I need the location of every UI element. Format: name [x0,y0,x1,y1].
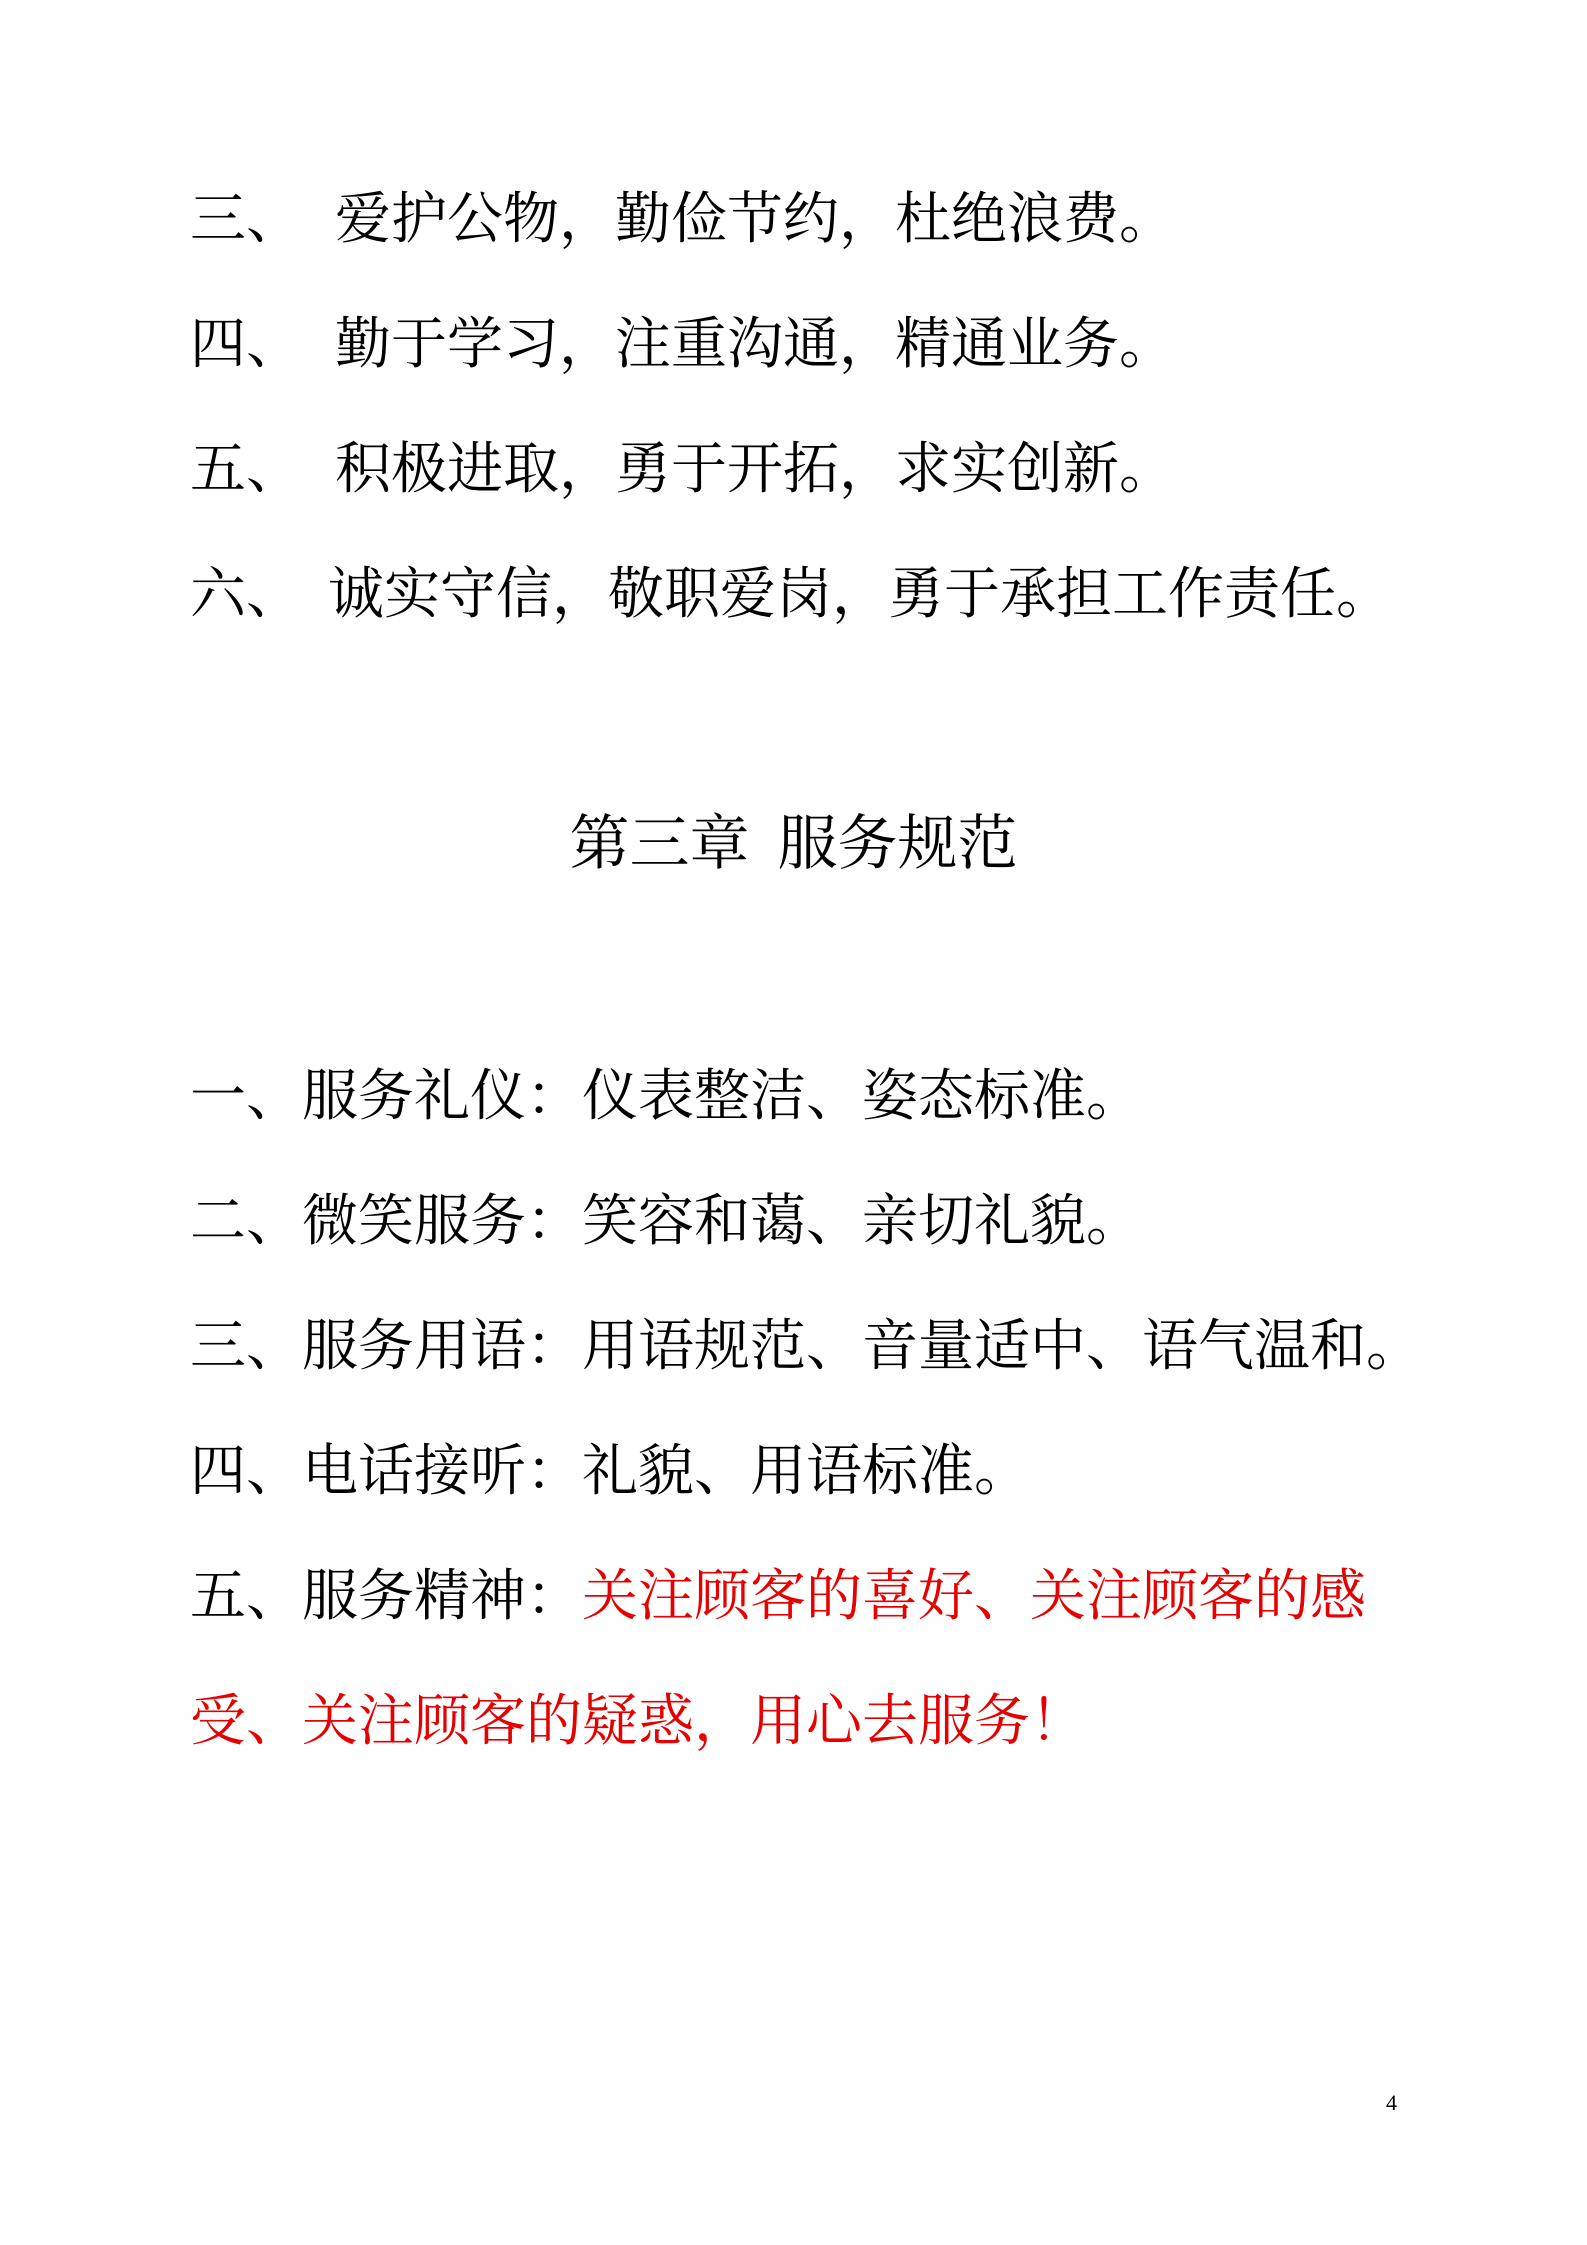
item-number: 五、 [190,437,302,502]
chapter-number: 第三章 [569,809,750,879]
chapter-title: 服务规范 [777,809,1018,879]
item-number: 六、 [190,562,302,627]
conduct-item-4 [190,310,1430,380]
highlighted-text: 关注顾客的喜好、关注顾客的感 [582,1564,1366,1629]
service-item-1 [190,1062,1430,1132]
item-text: 服务用语：用语规范、音量适中、语气温和。 [302,1314,1422,1379]
service-item-4 [190,1437,1430,1507]
service-item-5-continued [190,1687,1430,1757]
item-text: 电话接听：礼貌、用语标准。 [302,1439,1030,1504]
page-number: 4 [1386,2090,1397,2115]
item-text: 积极进取，勇于开拓，求实创新。 [335,437,1175,502]
conduct-item-5 [190,435,1430,505]
item-number: 三、 [190,187,302,252]
item-number: 三、 [190,1314,302,1379]
item-text: 诚实守信，敬职爱岗，勇于承担工作责任。 [328,562,1392,627]
service-item-2 [190,1187,1430,1257]
conduct-item-6 [190,560,1430,630]
item-number: 四、 [190,312,302,377]
highlighted-text: 受、关注顾客的疑惑，用心去服务！ [190,1689,1086,1754]
service-item-5 [190,1562,1430,1632]
item-text: 勤于学习，注重沟通，精通业务。 [335,312,1175,377]
item-number: 一、 [190,1064,302,1129]
item-text: 微笑服务：笑容和蔼、亲切礼貌。 [302,1189,1142,1254]
item-number: 四、 [190,1439,302,1504]
conduct-item-3 [190,185,1430,255]
chapter-heading [0,807,1587,881]
item-label: 服务精神： [302,1564,582,1629]
item-number: 二、 [190,1189,302,1254]
service-item-3 [190,1312,1430,1382]
item-number: 五、 [190,1564,302,1629]
item-text: 服务礼仪：仪表整洁、姿态标准。 [302,1064,1142,1129]
item-text: 爱护公物，勤俭节约，杜绝浪费。 [335,187,1175,252]
